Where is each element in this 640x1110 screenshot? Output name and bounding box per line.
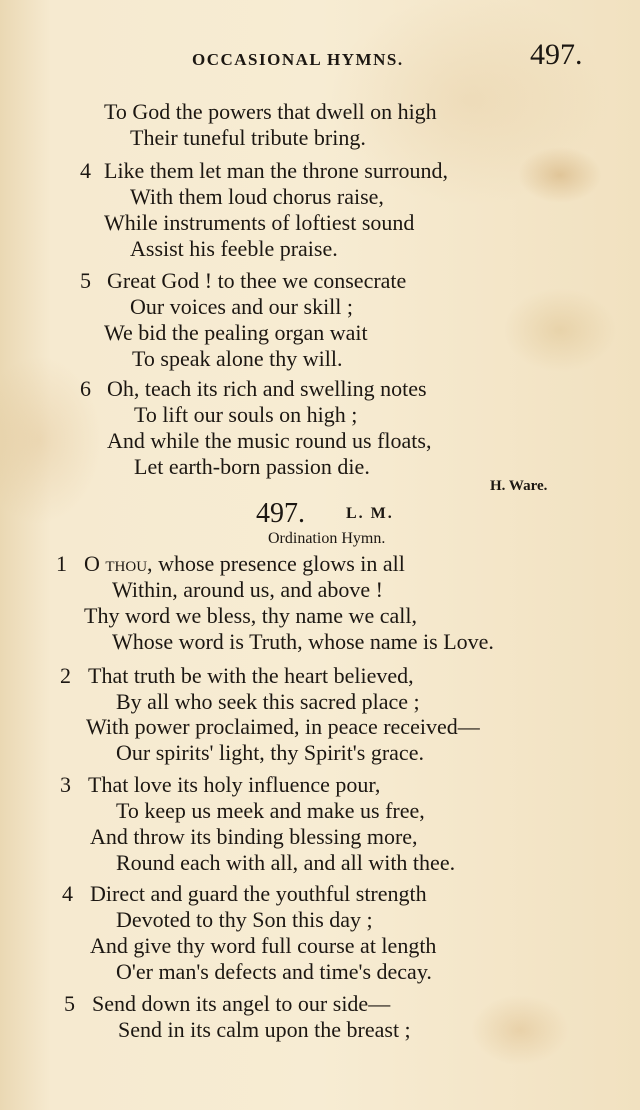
verse-line: That love its holy influence pour, bbox=[88, 772, 381, 797]
running-title: OCCASIONAL HYMNS. bbox=[192, 50, 404, 69]
verse-line: Assist his feeble praise. bbox=[130, 236, 338, 261]
stanza-number: 5 bbox=[80, 268, 91, 293]
verse-line: Our voices and our skill ; bbox=[130, 294, 354, 319]
verse-line: Thy word we bless, thy name we call, bbox=[84, 603, 417, 628]
verse-line: To God the powers that dwell on high bbox=[104, 99, 437, 124]
stanza-number: 4 bbox=[62, 881, 73, 906]
hymn-meter: L. M. bbox=[346, 505, 394, 522]
verse-line: To speak alone thy will. bbox=[132, 346, 343, 371]
verse-line: O'er man's defects and time's decay. bbox=[116, 959, 432, 984]
verse-line: Whose word is Truth, whose name is Love. bbox=[112, 629, 494, 654]
verse-line: While instruments of loftiest sound bbox=[104, 210, 415, 235]
verse-line: Within, around us, and above ! bbox=[112, 577, 383, 602]
stanza-number: 6 bbox=[80, 376, 91, 401]
stanza-number: 3 bbox=[60, 772, 71, 797]
verse-line: We bid the pealing organ wait bbox=[104, 320, 368, 345]
verse-line bbox=[84, 551, 405, 577]
verse-line: To lift our souls on high ; bbox=[134, 402, 358, 427]
hymn-number: 497. bbox=[256, 498, 305, 529]
verse-line: Great God ! to thee we consecrate bbox=[107, 268, 407, 293]
verse-line: With power proclaimed, in peace received— bbox=[86, 714, 480, 739]
verse-line: Let earth-born passion die. bbox=[134, 454, 370, 479]
verse-line: Round each with all, and all with thee. bbox=[116, 850, 456, 875]
stanza-number: 1 bbox=[56, 551, 67, 576]
page-number: 497. bbox=[530, 38, 583, 71]
attribution: H. Ware. bbox=[490, 478, 548, 494]
verse-line: Direct and guard the youthful strength bbox=[90, 881, 427, 906]
verse-line: Send in its calm upon the breast ; bbox=[118, 1017, 411, 1042]
first-word: O thou, bbox=[84, 551, 153, 576]
verse-line: To keep us meek and make us free, bbox=[116, 798, 425, 823]
verse-line: And throw its binding blessing more, bbox=[90, 824, 418, 849]
verse-line: Like them let man the throne surround, bbox=[104, 158, 448, 183]
stanza-number: 5 bbox=[64, 991, 75, 1016]
verse-line: By all who seek this sacred place ; bbox=[116, 689, 420, 714]
verse-line: With them loud chorus raise, bbox=[130, 184, 384, 209]
verse-line: Devoted to thy Son this day ; bbox=[116, 907, 373, 932]
verse-line: Send down its angel to our side— bbox=[92, 991, 391, 1016]
verse-line: And while the music round us floats, bbox=[107, 428, 432, 453]
stanza-number: 4 bbox=[80, 158, 91, 183]
verse-line: Oh, teach its rich and swelling notes bbox=[107, 376, 427, 401]
verse-line: And give thy word full course at length bbox=[90, 933, 437, 958]
hymn-subtitle: Ordination Hymn. bbox=[268, 530, 386, 547]
stanza-number: 2 bbox=[60, 663, 71, 688]
verse-line: Their tuneful tribute bring. bbox=[130, 125, 366, 150]
verse-line-rest: whose presence glows in all bbox=[158, 551, 405, 576]
verse-line: That truth be with the heart believed, bbox=[88, 663, 414, 688]
verse-line: Our spirits' light, thy Spirit's grace. bbox=[116, 740, 424, 765]
